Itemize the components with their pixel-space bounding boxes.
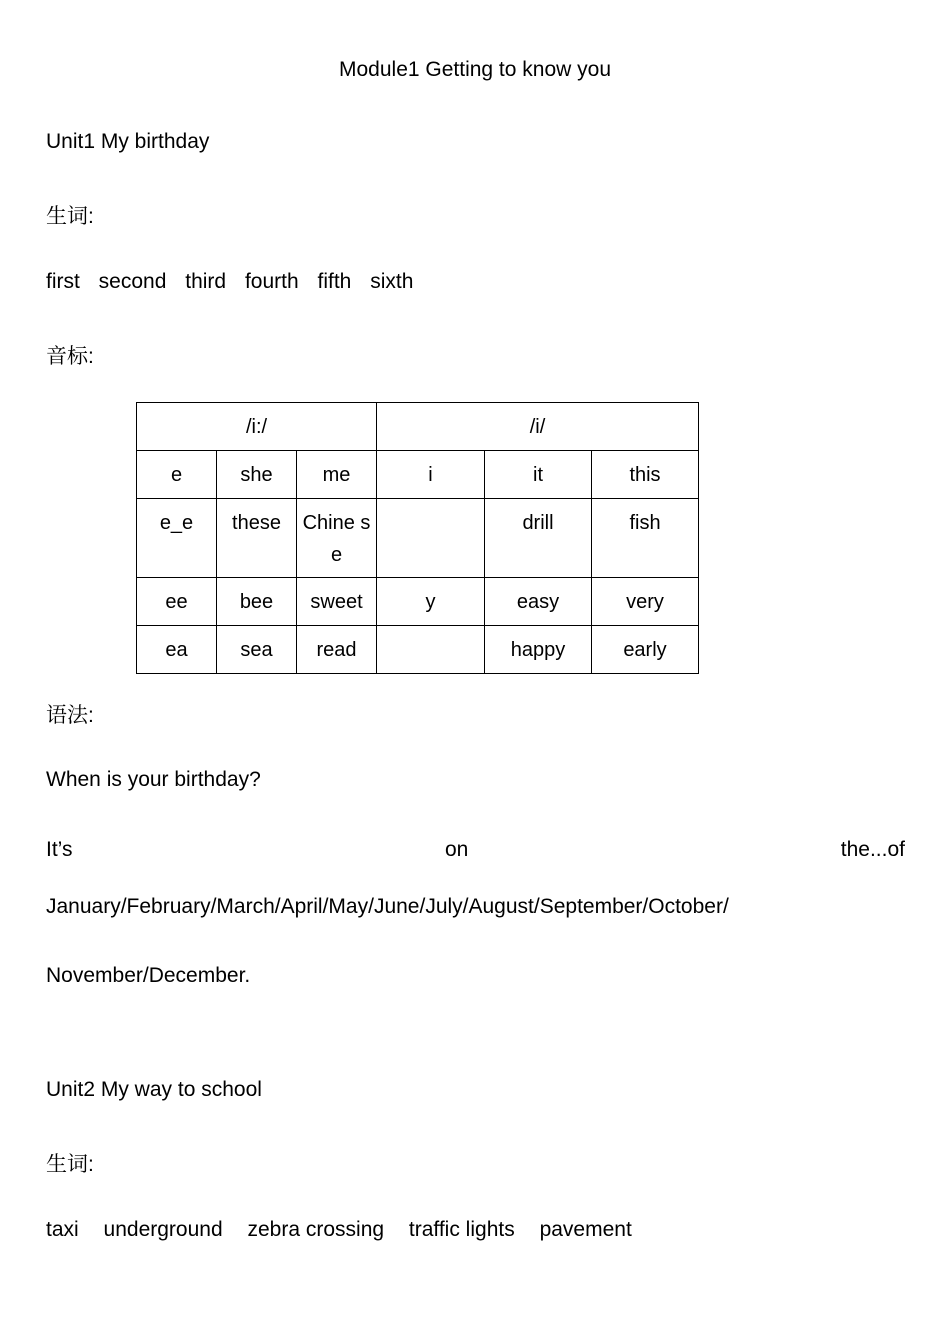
table-cell: Chine se <box>297 499 377 578</box>
grammar-answer <box>46 838 905 862</box>
answer-part: It’s <box>46 838 73 861</box>
table-cell: easy <box>485 578 592 626</box>
unit1-heading: Unit1 My birthday <box>46 130 210 153</box>
table-cell <box>377 499 485 578</box>
unit2-heading: Unit2 My way to school <box>46 1078 262 1101</box>
vocab-word: fourth <box>244 270 299 293</box>
vocab-word: third <box>185 270 227 293</box>
unit1-phonetic-label: 音标: <box>46 345 94 368</box>
table-cell: y <box>377 578 485 626</box>
table-cell <box>377 626 485 674</box>
table-cell: it <box>485 451 592 499</box>
table-row <box>137 578 699 626</box>
vocab-word: fifth <box>317 270 352 293</box>
table-cell: me <box>297 451 377 499</box>
table-cell: read <box>297 626 377 674</box>
table-cell: i <box>377 451 485 499</box>
vocab-word: taxi <box>46 1218 79 1241</box>
page-title: Module1 Getting to know you <box>339 58 611 81</box>
phonetic-table <box>136 402 699 674</box>
table-cell: bee <box>217 578 297 626</box>
unit1-vocab-label: 生词: <box>46 205 94 228</box>
months-line: January/February/March/April/May/June/July/August/September/October/ <box>46 895 729 918</box>
grammar-question: When is your birthday? <box>46 768 261 791</box>
table-cell: fish <box>592 499 699 578</box>
answer-part: on <box>444 838 469 861</box>
table-row <box>137 626 699 674</box>
unit2-vocab-list <box>46 1218 651 1242</box>
table-cell: e_e <box>137 499 217 578</box>
table-cell: very <box>592 578 699 626</box>
table-cell: these <box>217 499 297 578</box>
vocab-word: sixth <box>370 270 414 293</box>
table-cell: drill <box>485 499 592 578</box>
table-cell: ee <box>137 578 217 626</box>
vocab-word: traffic lights <box>408 1218 515 1241</box>
table-cell: ea <box>137 626 217 674</box>
table-row <box>137 499 699 578</box>
unit2-vocab-label: 生词: <box>46 1153 94 1176</box>
table-header-row <box>137 403 699 451</box>
table-cell: e <box>137 451 217 499</box>
vocab-word: first <box>46 270 80 293</box>
table-cell: this <box>592 451 699 499</box>
header-long-i: /i:/ <box>137 403 377 451</box>
unit1-grammar-label: 语法: <box>46 704 94 727</box>
vocab-word: pavement <box>539 1218 632 1241</box>
table-cell: sea <box>217 626 297 674</box>
table-cell: early <box>592 626 699 674</box>
table-cell: she <box>217 451 297 499</box>
table-cell: happy <box>485 626 592 674</box>
answer-part: the...of <box>840 838 905 861</box>
header-short-i: /i/ <box>377 403 699 451</box>
table-cell: sweet <box>297 578 377 626</box>
months-line-2: November/December. <box>46 964 251 987</box>
table-row <box>137 451 699 499</box>
unit1-vocab-list <box>46 270 426 294</box>
vocab-word: underground <box>103 1218 223 1241</box>
vocab-word: zebra crossing <box>247 1218 385 1241</box>
vocab-word: second <box>98 270 167 293</box>
